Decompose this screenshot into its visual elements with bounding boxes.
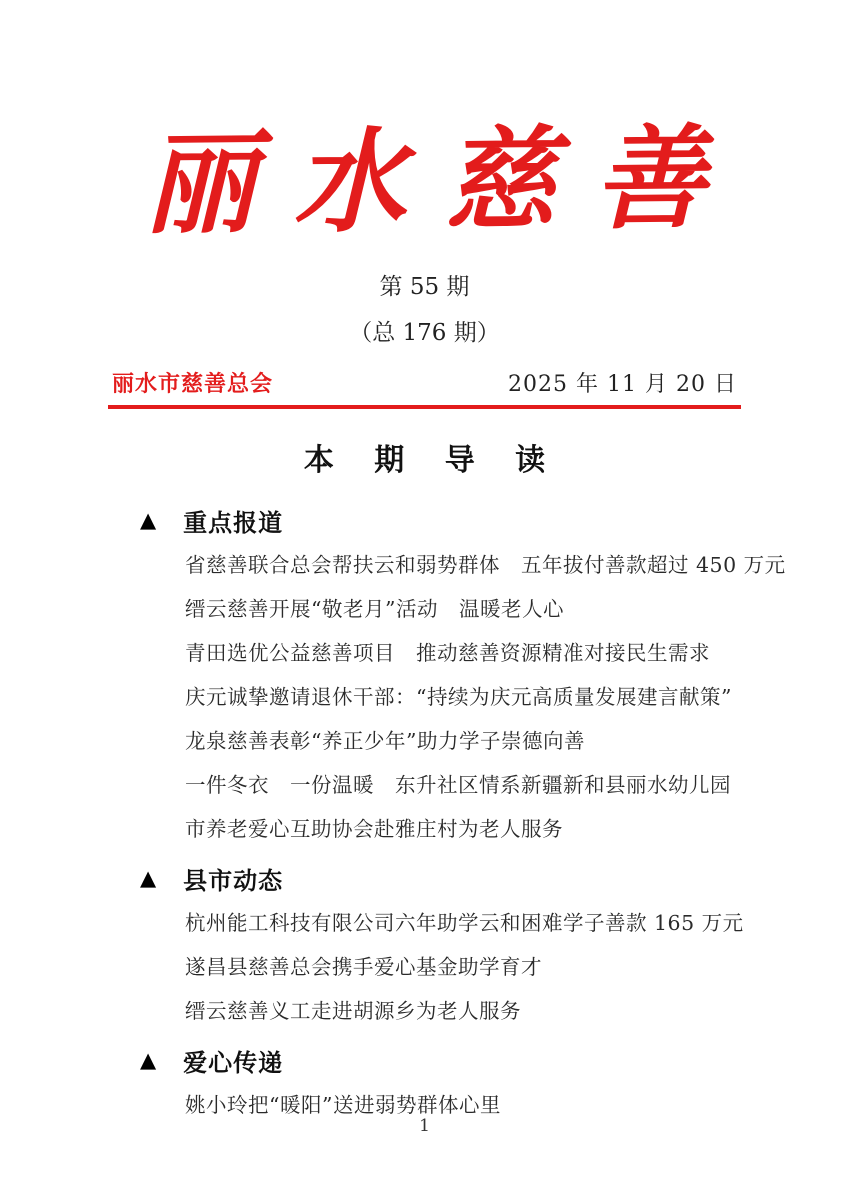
toc-heading: 本 期 导 读 bbox=[303, 443, 561, 478]
publisher-name: 丽水市慈善总会 bbox=[112, 371, 274, 397]
toc-item: 市养老爱心互助协会赴雅庄村为老人服务 bbox=[185, 817, 563, 841]
section-header-key-reports bbox=[140, 505, 749, 535]
section-header-love-relay bbox=[140, 1045, 749, 1075]
toc-item: 缙云慈善开展“敬老月”活动 温暖老人心 bbox=[185, 597, 564, 621]
toc-item: 杭州能工科技有限公司六年助学云和困难学子善款 165 万元 bbox=[185, 911, 744, 935]
toc bbox=[140, 505, 786, 1119]
toc-item: 青田选优公益慈善项目 推动慈善资源精准对接民生需求 bbox=[185, 641, 710, 665]
toc-item: 龙泉慈善表彰“养正少年”助力学子崇德向善 bbox=[185, 729, 585, 753]
section-title: 县市动态 bbox=[183, 866, 284, 895]
issue-total-number: （总 176 期） bbox=[349, 320, 500, 346]
section-title: 重点报道 bbox=[183, 508, 284, 537]
triangle-bullet-icon: ▲ bbox=[140, 865, 157, 890]
publish-date: 2025 年 11 月 20 日 bbox=[508, 372, 737, 397]
toc-item: 遂昌县慈善总会携手爱心基金助学育才 bbox=[185, 955, 542, 979]
section-header-county-news bbox=[140, 863, 749, 893]
toc-item: 姚小玲把“暖阳”送进弱势群体心里 bbox=[185, 1093, 501, 1117]
masthead-title: 丽水慈善 bbox=[142, 112, 745, 250]
page-number: 1 bbox=[419, 1116, 430, 1136]
triangle-bullet-icon: ▲ bbox=[140, 507, 157, 532]
issue-number: 第 55 期 bbox=[379, 274, 470, 300]
toc-item: 一件冬衣 一份温暖 东升社区情系新疆新和县丽水幼儿园 bbox=[185, 773, 731, 797]
publisher-row bbox=[112, 367, 737, 398]
section-title: 爱心传递 bbox=[183, 1048, 284, 1077]
toc-item: 缙云慈善义工走进胡源乡为老人服务 bbox=[185, 999, 521, 1023]
red-divider bbox=[108, 405, 741, 409]
toc-item: 庆元诚挚邀请退休干部：“持续为庆元高质量发展建言献策” bbox=[185, 685, 732, 709]
toc-item: 省慈善联合总会帮扶云和弱势群体 五年拔付善款超过 450 万元 bbox=[185, 553, 786, 577]
triangle-bullet-icon: ▲ bbox=[140, 1047, 157, 1072]
